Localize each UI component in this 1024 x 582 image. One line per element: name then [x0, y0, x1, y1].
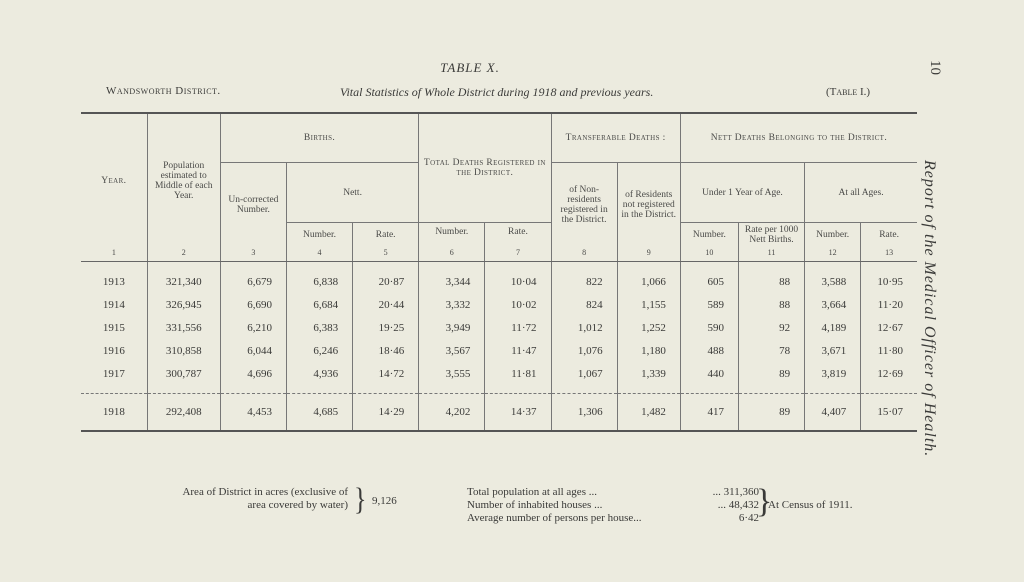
- table-cell: 11·20: [861, 293, 917, 316]
- table-cell: 3,332: [419, 293, 485, 316]
- header-transferable-deaths: Transferable Deaths :: [551, 113, 680, 163]
- census-figures: [467, 486, 767, 525]
- houses-row: [467, 499, 767, 512]
- table-cell: 1,339: [617, 362, 680, 385]
- column-number: 5: [353, 247, 419, 262]
- column-number: 2: [147, 247, 220, 262]
- header-nett-births: Nett.: [286, 163, 418, 223]
- table-cell: 3,949: [419, 316, 485, 339]
- column-number: 3: [220, 247, 286, 262]
- table-cell: 15·07: [861, 394, 917, 432]
- table-cell: 20·44: [353, 293, 419, 316]
- table-cell: 321,340: [147, 270, 220, 293]
- table-cell: 3,567: [419, 339, 485, 362]
- table-cell: 1,180: [617, 339, 680, 362]
- table-cell: 4,696: [220, 362, 286, 385]
- header-deaths-number: Number.: [419, 223, 485, 242]
- table-cell: 3,555: [419, 362, 485, 385]
- header-births-number: Number.: [286, 223, 352, 248]
- table-row: [81, 394, 917, 432]
- table-cell: 1918: [102, 406, 125, 418]
- table-cell: 92: [738, 316, 804, 339]
- table-cell: 1,306: [551, 394, 617, 432]
- row-spacer: [81, 262, 917, 271]
- table-row: [81, 362, 917, 385]
- header-residents: of Residents not registered in the District.: [617, 163, 680, 248]
- table-cell: 326,945: [147, 293, 220, 316]
- column-number-row: [81, 247, 917, 262]
- header-all-ages: At all Ages.: [805, 163, 917, 223]
- table-row: [81, 293, 917, 316]
- table-cell: 605: [680, 270, 738, 293]
- header-year: Year.: [101, 175, 127, 186]
- brace: }: [354, 482, 367, 517]
- vital-statistics-table: [81, 112, 917, 432]
- table-cell: 3,819: [805, 362, 861, 385]
- table-cell: 822: [551, 270, 617, 293]
- table-cell: 88: [738, 293, 804, 316]
- column-number: 9: [617, 247, 680, 262]
- table-cell: 12·67: [861, 316, 917, 339]
- table-cell: 3,588: [805, 270, 861, 293]
- header-infant-rate: Rate per 1000 Nett Births.: [738, 223, 804, 248]
- table-cell: 14·72: [353, 362, 419, 385]
- table-cell: 6,679: [220, 270, 286, 293]
- table-cell: 1915: [102, 321, 125, 334]
- table-cell: 1913: [102, 275, 125, 288]
- table-cell: 12·69: [861, 362, 917, 385]
- census-note: At Census of 1911.: [768, 499, 853, 511]
- header-total-deaths: Total Deaths Registered in the District.: [419, 113, 551, 223]
- table-cell: 14·37: [485, 394, 551, 432]
- table-cell: 4,407: [805, 394, 861, 432]
- population-label: Total population at all ages ...: [467, 486, 597, 498]
- table-subtitle: Vital Statistics of Whole District during 1918 and previous years.: [340, 85, 654, 99]
- column-number: 8: [551, 247, 617, 262]
- table-cell: 590: [680, 316, 738, 339]
- table-cell: 1,076: [551, 339, 617, 362]
- header-births-rate: Rate.: [353, 223, 419, 248]
- row-spacer: [81, 385, 917, 394]
- table-cell: 11·80: [861, 339, 917, 362]
- header-non-residents: of Non-residents registered in the District.: [551, 163, 617, 248]
- area-label-line-2: area covered by water): [247, 499, 348, 511]
- column-number: 12: [805, 247, 861, 262]
- header-all-rate: Rate.: [861, 223, 917, 248]
- area-value: 9,126: [372, 495, 397, 507]
- table-cell: 417: [680, 394, 738, 432]
- header-births: Births.: [220, 113, 418, 163]
- table-cell: 4,685: [286, 394, 352, 432]
- average-label: Average number of persons per house...: [467, 512, 642, 524]
- table-cell: 4,453: [220, 394, 286, 432]
- table-cell: 18·46: [353, 339, 419, 362]
- average-value: 6·42: [738, 512, 759, 524]
- table-cell: 3,664: [805, 293, 861, 316]
- population-row: [467, 486, 767, 499]
- table-cell: 331,556: [147, 316, 220, 339]
- table-cell: 19·25: [353, 316, 419, 339]
- average-row: [467, 512, 767, 525]
- table-cell: 1,252: [617, 316, 680, 339]
- table-cell: 488: [680, 339, 738, 362]
- table-cell: 89: [738, 394, 804, 432]
- table-cell: 1917: [102, 367, 125, 380]
- table-reference: (Table I.): [826, 86, 871, 98]
- table-cell: 292,408: [147, 394, 220, 432]
- column-number: 7: [485, 247, 551, 262]
- table-cell: 11·72: [485, 316, 551, 339]
- table-cell: 440: [680, 362, 738, 385]
- header-population: Population estimated to Middle of each Year.: [147, 113, 220, 247]
- table-cell: 1,066: [617, 270, 680, 293]
- table-cell: 1914: [102, 298, 125, 311]
- table-cell: 6,838: [286, 270, 352, 293]
- table-cell: 300,787: [147, 362, 220, 385]
- column-number: 6: [419, 247, 485, 262]
- table-cell: 20·87: [353, 270, 419, 293]
- header-infant-number: Number.: [680, 223, 738, 248]
- table-cell: 824: [551, 293, 617, 316]
- table-cell: 10·02: [485, 293, 551, 316]
- column-number: 11: [738, 247, 804, 262]
- table-cell: 10·04: [485, 270, 551, 293]
- page-number: 10: [927, 60, 943, 75]
- table-cell: 78: [738, 339, 804, 362]
- column-number: 4: [286, 247, 352, 262]
- table-cell: 1,067: [551, 362, 617, 385]
- area-label: [112, 486, 348, 512]
- header-all-number: Number.: [805, 223, 861, 248]
- header-uncorrected: Un-corrected Number.: [220, 163, 286, 248]
- table-cell: 6,684: [286, 293, 352, 316]
- table-cell: 1,012: [551, 316, 617, 339]
- population-value: ... 311,360: [712, 486, 759, 498]
- table-cell: 6,383: [286, 316, 352, 339]
- column-number: 1: [81, 247, 147, 262]
- table-cell: 4,202: [419, 394, 485, 432]
- table-cell: 310,858: [147, 339, 220, 362]
- table-row: [81, 339, 917, 362]
- houses-label: Number of inhabited houses ...: [467, 499, 603, 511]
- side-running-title: Report of the Medical Officer of Health.: [921, 160, 938, 458]
- header-deaths-rate: Rate.: [485, 223, 551, 242]
- table-cell: 3,671: [805, 339, 861, 362]
- column-number: 13: [861, 247, 917, 262]
- table-cell: 4,936: [286, 362, 352, 385]
- table-cell: 6,246: [286, 339, 352, 362]
- column-number: 10: [680, 247, 738, 262]
- table-body: [81, 262, 917, 432]
- table-cell: 589: [680, 293, 738, 316]
- table-cell: 3,344: [419, 270, 485, 293]
- table-cell: 1,482: [617, 394, 680, 432]
- district-name: Wandsworth District.: [106, 85, 221, 97]
- table-cell: 6,690: [220, 293, 286, 316]
- houses-value: ... 48,432: [717, 499, 759, 511]
- table-cell: 88: [738, 270, 804, 293]
- header-under-1: Under 1 Year of Age.: [680, 163, 804, 223]
- census-brace: }: [756, 483, 773, 520]
- table-cell: 6,210: [220, 316, 286, 339]
- table-title: TABLE X.: [440, 60, 500, 75]
- table-cell: 1916: [102, 344, 125, 357]
- table-row: [81, 316, 917, 339]
- table-cell: 1,155: [617, 293, 680, 316]
- area-label-line-1: Area of District in acres (exclusive of: [182, 486, 348, 498]
- table-cell: 10·95: [861, 270, 917, 293]
- table-cell: 14·29: [353, 394, 419, 432]
- table-cell: 6,044: [220, 339, 286, 362]
- table-cell: 89: [738, 362, 804, 385]
- header-nett-deaths: Nett Deaths Belonging to the District.: [680, 113, 917, 163]
- table-cell: 11·81: [485, 362, 551, 385]
- table-cell: 4,189: [805, 316, 861, 339]
- table-row: [81, 270, 917, 293]
- table-cell: 11·47: [485, 339, 551, 362]
